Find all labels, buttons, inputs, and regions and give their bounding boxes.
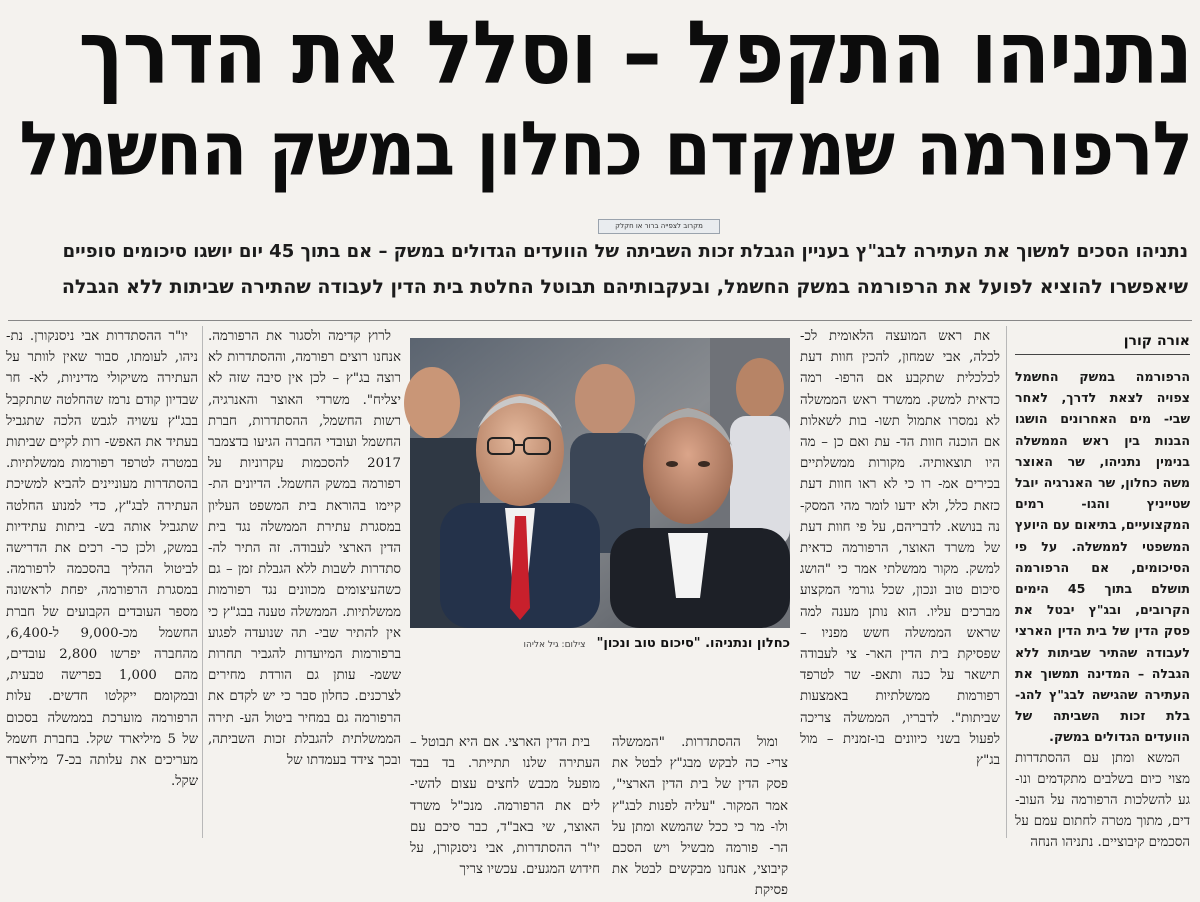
- column-divider: [1006, 326, 1007, 838]
- column-divider: [202, 326, 203, 838]
- photo-caption: [410, 632, 790, 650]
- article-column-2: [800, 326, 1000, 840]
- article-column-5: [6, 326, 198, 840]
- photo-netanyahu-kahlon: [410, 338, 790, 628]
- body-paragraph: לרוץ קדימה ולסגור את הרפורמה. אנחנו רוצים רפורמה, וההסתדרות לא רוצה בג"ץ – לכן אין סיבה שזה לא יצליח". משרדי האוצר והאנרגיה, רשות החשמל, ההסתדרות, חברת החשמל ועובדי החברה הגיעו בדצמבר 2017 להסכמות עקרוניות על רפורמה במשק החשמל. הדיונים הת- קיימו בהוראת בית המשפט העליון במסגרת עתירת הממשלה נגד בית הדין הארצי לעבודה. זה התיר לה- סתדרות לשבות ללא הגבלת זמן – גם כשהעיצומים מכוונים נגד רפורמות ממשלתיות. הממשלה טענה בבג"ץ כי אין להתיר שבי- תה שנועדה לפגוע ברפורמות המיועדות להגביר תחרות ששמ- עותן גם הורדת מחירים לצרכנים. כחלון סבר כי יש לקדם את הרפורמה גם במחיר ביטול הע- תירה הממשלתית להגבלת זכות השביתה, ובכך צידד בעמדתו של: [208, 329, 401, 769]
- caption-text: כחלון ונתניהו. "סיכום טוב ונכון": [596, 636, 790, 651]
- subheadline-line-1: נתניהו הסכים למשוך את העתירה לבג"ץ בעניין הגבלת זכות השביתה של הוועדים הגדולים במשק – אם בתוך 45 יום יושגו סיכומים סופיים: [62, 241, 1188, 262]
- photo-credit: צילום: גיל אליהו: [523, 640, 586, 650]
- article-column-1: [1015, 366, 1190, 851]
- article-column-3a: [612, 732, 788, 899]
- lead-paragraph: הרפורמה במשק החשמל צפויה לצאת לדרך, לאחר שבי- מים האחרונים הושגו הבנות בין ראש הממשלה בנימין נתניהו, שר האוצר משה כחלון, שר האנרגיה יובל שטייניץ והגו- רמים המקצועיים, בתיאום עם היועץ המשפטי לממשלה. על פי הסיכומים, אם הרפורמה תושלם בתוך 45 הימים הקרובים, ובג"ץ יבטל את פסק הדין של בית הדין הארצי לעבודה שהתיר שביתות ללא הגבלה – המדינה תמשוך את העתירה שהגישה לבג"ץ להג- בלת זכות השביתה של הוועדים הגדולים במשק.: [1015, 369, 1190, 745]
- body-paragraph: ומול ההסתדרות. "הממשלה צרי- כה לבקש מבג"ץ לבטל את פסק הדין של בית הדין הארצי", אמר המקור. "עליה לפנות לבג"ץ ולו- מר כי ככל שהמשא ומתן על הר- פורמה מבשיל ויש הסכם קיבוצי, אנחנו מבקשים לבטל את פסיקת: [612, 735, 788, 899]
- body-paragraph: יו"ר ההסתדרות אבי ניסנקורן. נת- ניהו, לעומתו, סבור שאין לוותר על העתירה משיקולי מדיניות, לא- חר שבדיון קודם נרמז שהחלטה שתתקבל בבג"ץ עשויה לגבש הלכה שתגביל בעתיד את האפש- רות לקיים שביתות במטרה לטרפד רפורמות ממשלתיות. בהסתדרות מעוניינים להביא למשיכת העתירה לבג"ץ, כדי למנוע החלטה שתגביל אותה בש- ביתות עתידיות במשק, ולכן כר- רכים את הדרישה לביטול ההליך בהסכמה לרפורמה. במסגרת הרפורמה, יפחת לראשונה מספר העובדים הקבועים של חברת החשמל מכ-9,000 ל-6,400, מהחברה יפרשו 2,800 עובדים, מהם 1,000 בפרישה טבעית, ובמקומם ייקלטו חדשים. עלות הרפורמה מוערכת בממשלה בסכום של 5 מיליארד שקל. בחברת חשמל מעריכים את עלותה בכ-7 מיליארד שקל.: [6, 329, 198, 790]
- article-column-3b: [410, 732, 600, 878]
- body-paragraph: המשא ומתן עם ההסתדרות מצוי כיום בשלבים מתקדמים ונו- גע להשלכות הרפורמה על העוב- דים, מתוך מטרה לחתום עמם על הסכמים קיבוציים. נתניהו הנחה: [1015, 750, 1190, 851]
- subheadline-line-2: שיאפשרו להוציא לפועל את הרפורמה במשק החשמל, ובעקבותיהם תבוטל החלטת בית הדין לעבודה שהתירה שביתות ללא הגבלה: [61, 276, 1188, 298]
- byline: אורה קורן: [1015, 330, 1190, 355]
- body-paragraph: את ראש המועצה הלאומית לכ- לכלה, אבי שמחון, להכין חוות דעת לכלכלית שתקבע אם הרפו- רמה כדאית למשק. ממשרד ראש הממשלה לא נמסרו אתמול תשו- בות לשאלות אם הוכנה חוות הד- עת ואם כן – מה היו תוצאותיה. מקורות ממשלתיים בכירים אמ- רו כי לא ראו חוות דעת כזאת כלל, ולא ידעו לומר מהי המסק- נה בנושא. לדבריהם, על פי חוות דעת של משרד האוצר, הרפורמה כדאית למשק. מקור ממשלתי אמר כי "הושג סיכום טוב ונכון, שכל גורמי המקצוע מברכים עליו. הוא נותן מענה למה שראש הממשלה חשש מפניו – שפסיקת בית הדין האר- צי לעבודה תישאר על כנה ותאפ- שר לטרפד רפורמות ממשלתיות באמצעות שביתות". לדבריו, הממשלה צריכה לפעול בשני כיוונים בו-זמנית – מול בג"ץ: [800, 329, 1000, 769]
- article-column-4: [208, 326, 401, 840]
- headline-line-2: לרפורמה שמקדם כחלון במשק החשמל: [19, 105, 1192, 193]
- photo-illustration: [410, 338, 790, 628]
- header-divider: [8, 320, 1192, 321]
- headline-line-1: נתניהו התקפל – וסלל את הדרך: [78, 3, 1192, 105]
- photo-tag: מקרוב לצפייה ברור או חקלק: [598, 219, 720, 234]
- body-paragraph: בית הדין הארצי. אם היא תבוטל – העתירה שלנו תתייתר. בד בבד מופעל מכבש לחצים עצום להשי- לים את הרפורמה. מנכ"ל משרד האוצר, שי באב"ד, כבר סיכם עם יו"ר ההסתדרות, אבי ניסנקורן, על חידוש המגעים. עכשיו צריך: [410, 735, 600, 878]
